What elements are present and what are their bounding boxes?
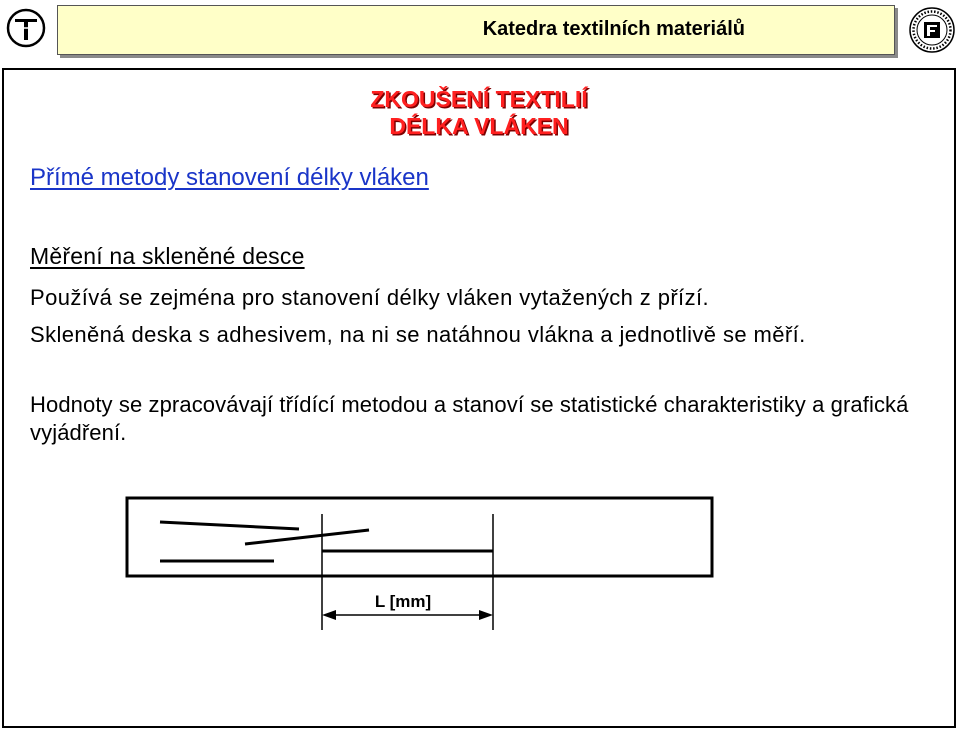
arrow-left-icon bbox=[322, 610, 336, 620]
slide-title-line1: ZKOUŠENÍ TEXTILIÍ bbox=[370, 86, 588, 112]
glass-plate bbox=[127, 498, 712, 576]
section-heading: Přímé metody stanovení délky vláken bbox=[30, 164, 429, 191]
length-label: L [mm] bbox=[374, 592, 432, 611]
subheading: Měření na skleněné desce bbox=[30, 243, 305, 269]
arrow-right-icon bbox=[479, 610, 493, 620]
department-title: Katedra textilních materiálů bbox=[482, 18, 745, 40]
paragraph-3: Hodnoty se zpracovávají třídící metodou a stanoví se statistické charakteristiky a grafická vyjádření. bbox=[30, 392, 909, 445]
paragraph-1: Používá se zejména pro stanovení délky vláken vytažených z přízí. bbox=[30, 285, 709, 310]
paragraph-2: Skleněná deska s adhesivem, na ni se natáhnou vlákna a jednotlivě se měří. bbox=[30, 322, 806, 347]
slide-title-line2: DÉLKA VLÁKEN bbox=[389, 113, 569, 139]
